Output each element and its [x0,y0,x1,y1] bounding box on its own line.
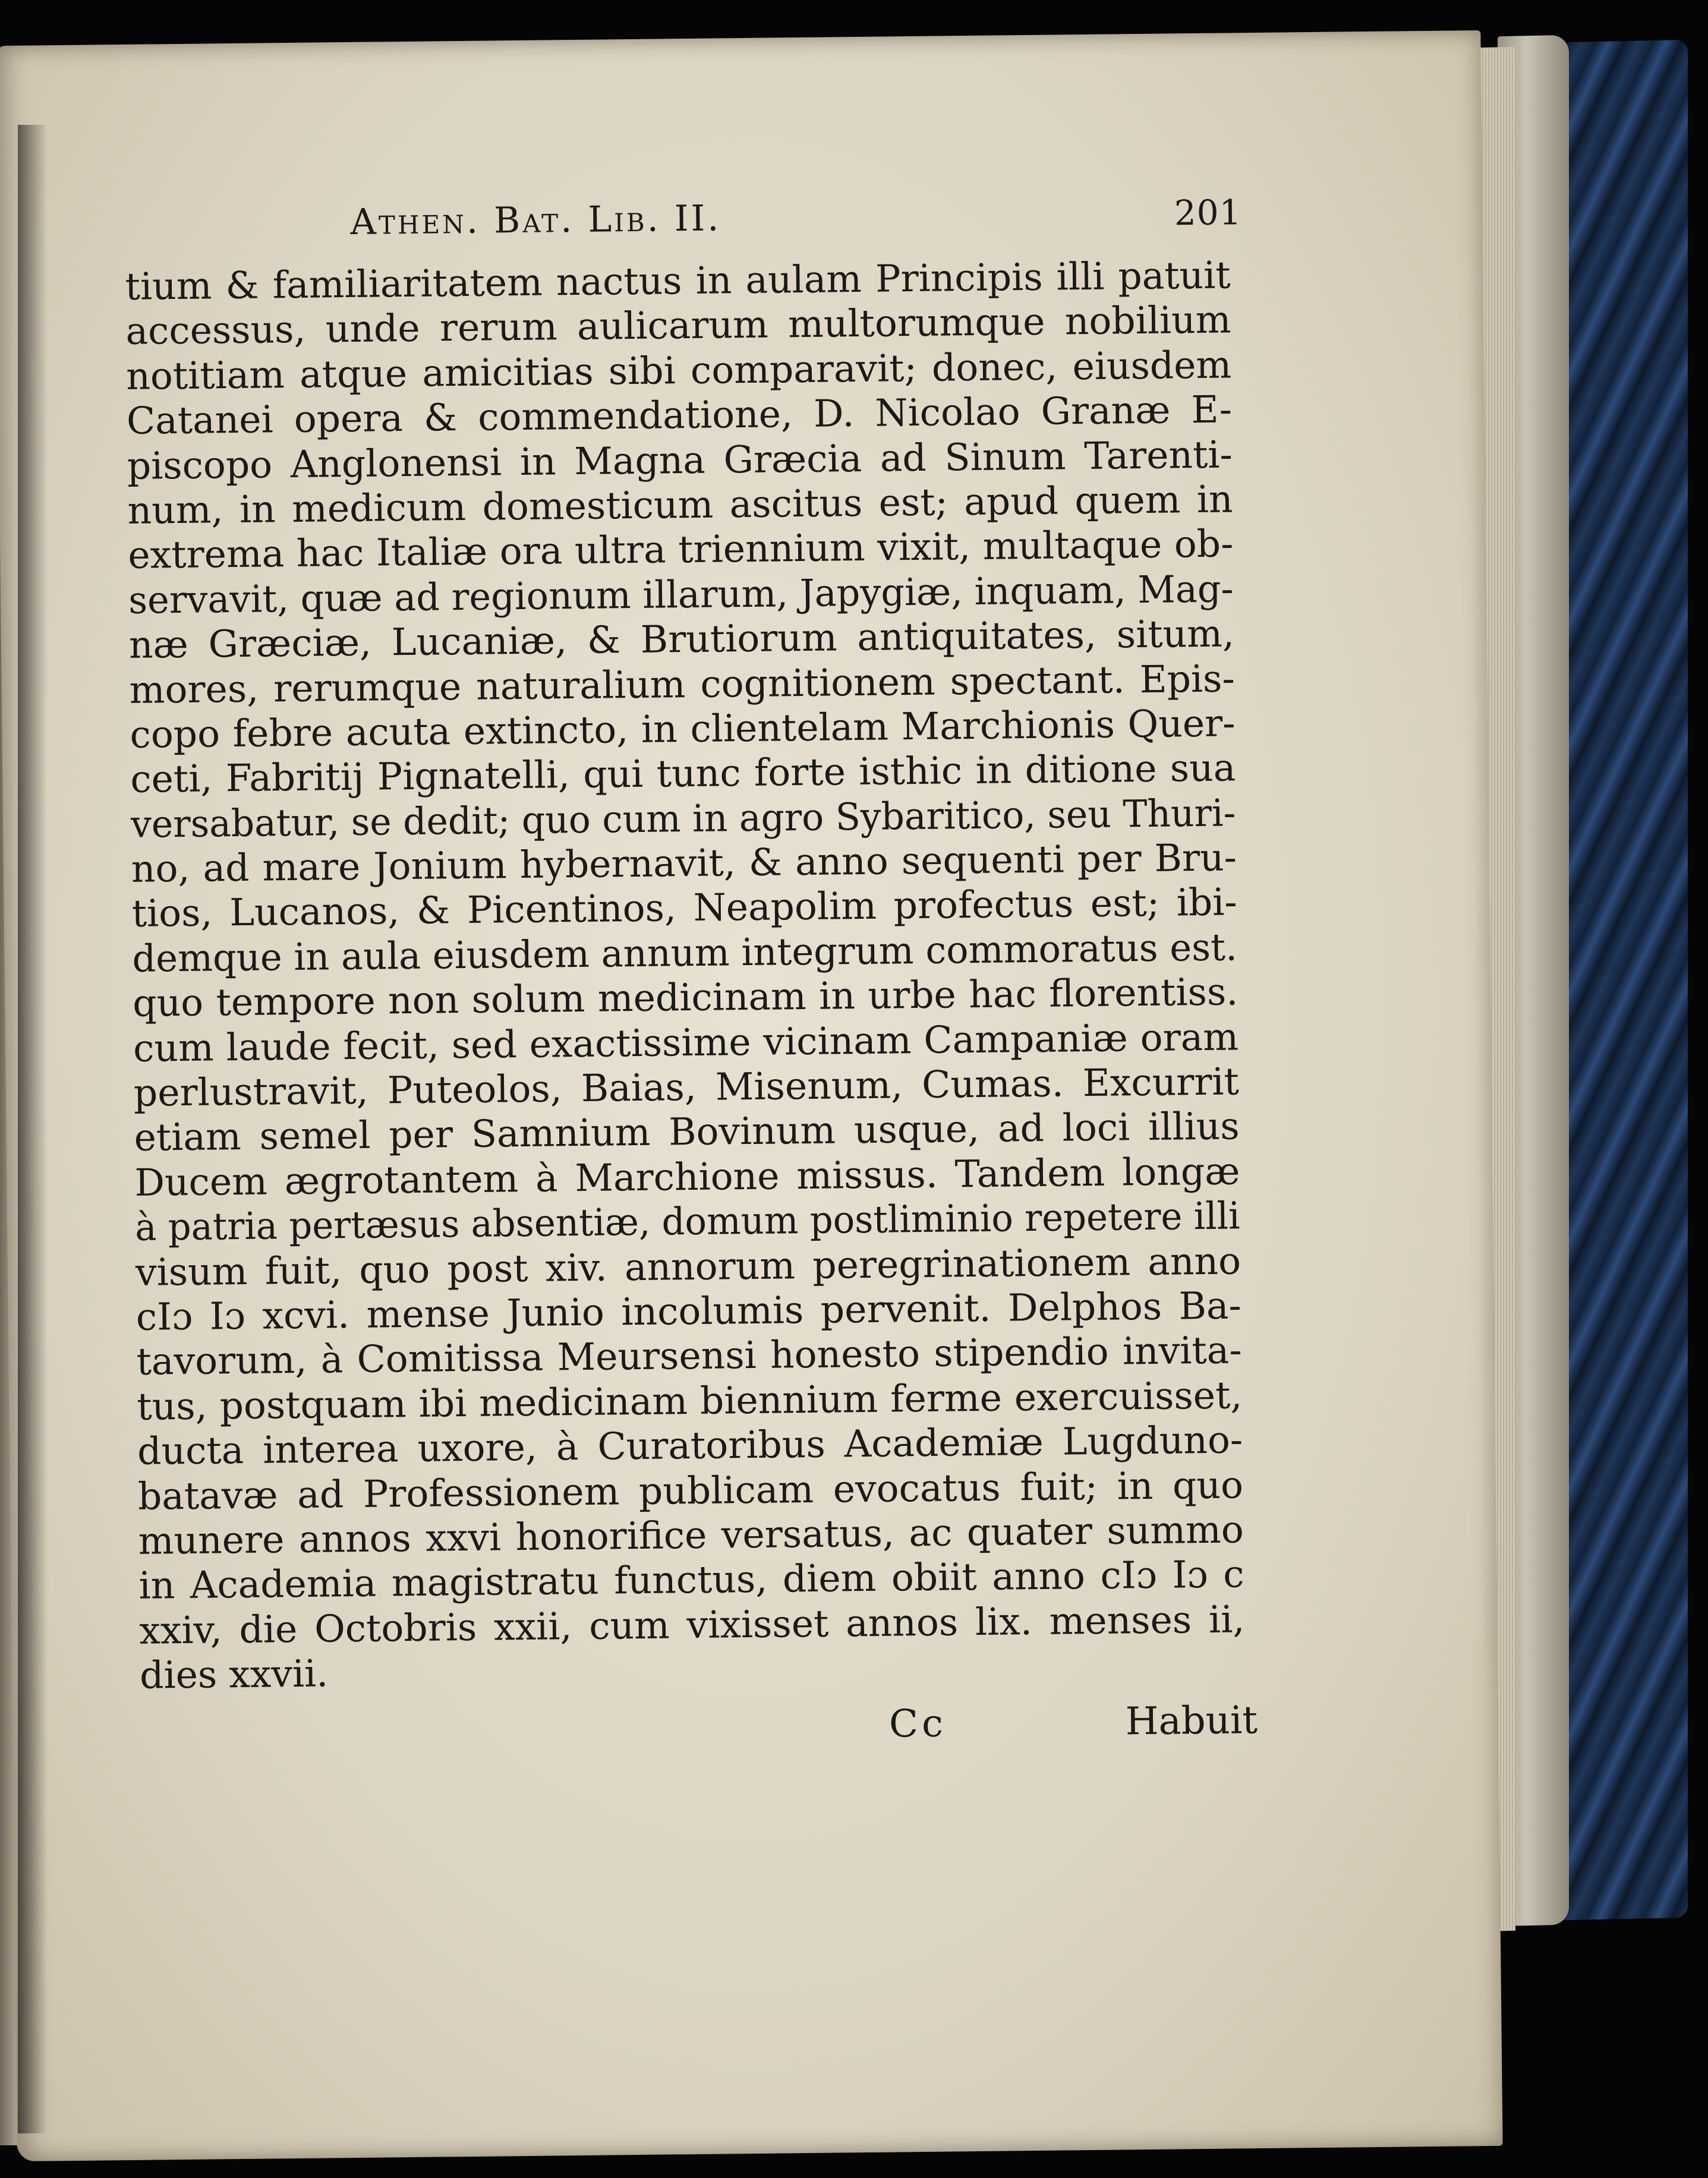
running-head [124,192,1242,260]
text-line: à patria pertæsus absentiæ, domum postliminio repetere illi [134,1194,1240,1250]
signature-mark: Cc [888,1701,947,1747]
text-line: copo febre acuta extincto, in clientelam Marchionis Quer- [130,701,1236,757]
text-line: næ Græciæ, Lucaniæ, & Brutiorum antiquitates, situm, [128,612,1235,667]
body-text [125,253,1245,1698]
text-block [124,192,1258,1763]
text-line: notitiam atque amicitias sibi comparavit; donec, eiusdem [125,343,1232,398]
text-line: ducta interea uxore, à Curatoribus Academiæ Lugduno- [137,1418,1243,1473]
text-line: ceti, Fabritij Pignatelli, qui tunc forte isthic in ditione sua [130,746,1236,802]
text-line: tavorum, à Comitissa Meursensi honesto stipendio invita- [136,1328,1242,1384]
text-line: tium & familiaritatem nactus in aulam Principis illi patuit [125,253,1231,308]
page-footer [140,1698,1258,1763]
text-line: quo tempore non solum medicinam in urbe hac florentiss. [132,970,1239,1026]
text-line: cum laude fecit, sed exactissime vicinam Campaniæ oram [133,1015,1239,1070]
text-line: in Academia magistratu functus, diem obiit anno cIɔ Iɔ c [138,1552,1244,1608]
text-line: accessus, unde rerum aulicarum multorumque nobilium [125,298,1231,354]
text-line: Catanei opera & commendatione, D. Nicolao Granæ E- [126,387,1233,443]
book-page [0,30,1503,2161]
text-line: cIɔ Iɔ xcvi. mense Junio incolumis pervenit. Delphos Ba- [135,1284,1242,1339]
page-number: 201 [1174,192,1242,234]
text-line: num, in medicum domesticum ascitus est; apud quem in [127,477,1233,532]
running-head-title: Athen. Bat. Lib. II. [350,197,721,243]
text-line: perlustravit, Puteolos, Baias, Misenum, Cumas. Excurrit [133,1060,1240,1115]
gutter-shadow [18,125,48,2133]
text-line: extrema hac Italiæ ora ultra triennium vixit, multaque ob- [128,522,1234,578]
text-line: Ducem ægrotantem à Marchione missus. Tandem longæ [134,1149,1240,1205]
text-line: tus, postquam ibi medicinam biennium ferme exercuisset, [137,1373,1243,1429]
text-line: demque in aula eiusdem annum integrum commoratus est. [132,925,1238,981]
text-line: munere annos xxvi honorifice versatus, ac quater summo [138,1508,1244,1563]
text-line: batavæ ad Professionem publicam evocatus fuit; in quo [137,1462,1244,1518]
text-line: piscopo Anglonensi in Magna Græcia ad Sinum Tarenti- [127,432,1233,488]
text-line: versabatur, se dedit; quo cum in agro Sybaritico, seu Thuri- [130,791,1236,846]
text-line: tios, Lucanos, & Picentinos, Neapolim profectus est; ibi- [131,880,1238,936]
text-line: no, ad mare Jonium hybernavit, & anno sequenti per Bru- [131,836,1237,891]
text-line: etiam semel per Samnium Bovinum usque, ad loci illius [134,1104,1240,1160]
catchword: Habuit [1125,1698,1258,1744]
text-line: visum fuit, quo post xiv. annorum peregrinationem anno [135,1238,1241,1294]
text-line: servavit, quæ ad regionum illarum, Japygiæ, inquam, Mag- [128,567,1234,622]
text-line: dies xxvii. [139,1651,329,1697]
text-line: mores, rerumque naturalium cognitionem spectant. Epis- [129,656,1236,712]
text-line: xxiv, die Octobris xxii, cum vixisset annos lix. menses ii, [138,1597,1245,1653]
